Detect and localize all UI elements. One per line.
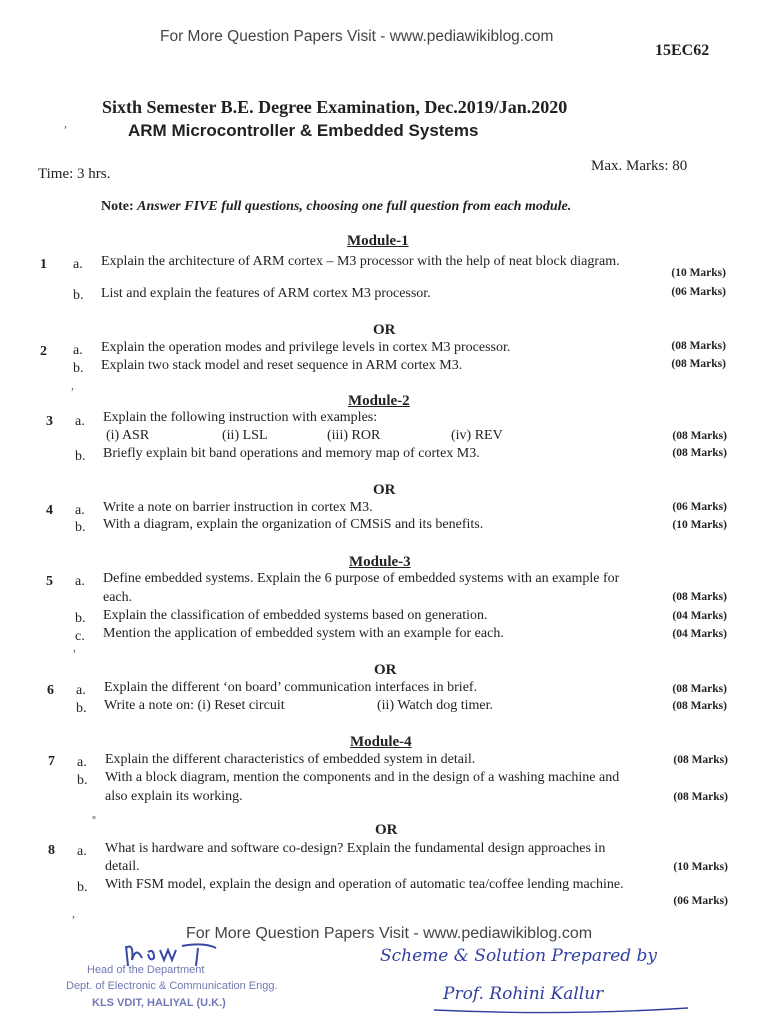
stamp-line-2: Dept. of Electronic & Communication Engg. bbox=[66, 980, 278, 992]
stray-mark: , bbox=[64, 116, 67, 130]
subject-title: ARM Microcontroller & Embedded Systems bbox=[128, 121, 479, 140]
question-text: Briefly explain bit band operations and memory map of cortex M3. bbox=[103, 446, 480, 461]
sub-label: c. bbox=[75, 629, 85, 644]
sub-label: a. bbox=[73, 343, 83, 358]
sub-label: b. bbox=[75, 449, 86, 464]
question-text: Explain the operation modes and privilege levels in cortex M3 processor. bbox=[101, 340, 511, 355]
question-text: Write a note on: (i) Reset circuit bbox=[104, 698, 285, 713]
sub-label: a. bbox=[75, 574, 85, 589]
question-text-continued: detail. bbox=[105, 859, 140, 874]
sub-label: b. bbox=[73, 288, 84, 303]
marks: (08 Marks) bbox=[672, 591, 727, 603]
question-text-continued: also explain its working. bbox=[105, 789, 243, 804]
instructions-note bbox=[101, 199, 571, 215]
sub-label: a. bbox=[76, 683, 86, 698]
or-separator: OR bbox=[373, 322, 396, 338]
stray-mark: , bbox=[72, 906, 75, 920]
marks: (10 Marks) bbox=[673, 861, 728, 873]
sub-label: a. bbox=[77, 844, 87, 859]
marks: (08 Marks) bbox=[671, 340, 726, 352]
marks: (08 Marks) bbox=[672, 683, 727, 695]
sub-label: a. bbox=[73, 257, 83, 272]
stray-mark: ▪ bbox=[92, 810, 97, 824]
underline-icon bbox=[432, 1006, 692, 1016]
option-ror: (iii) ROR bbox=[327, 428, 381, 443]
module-4-heading: Module-4 bbox=[350, 734, 412, 750]
question-number: 1 bbox=[40, 257, 47, 272]
note-label: Note: bbox=[101, 199, 134, 214]
question-number: 7 bbox=[48, 754, 55, 769]
question-text: Explain two stack model and reset sequence in ARM cortex M3. bbox=[101, 358, 463, 373]
stamp-line-3: KLS VDIT, HALIYAL (U.K.) bbox=[92, 997, 226, 1009]
question-text: Explain the classification of embedded systems based on generation. bbox=[103, 608, 488, 623]
question-text: What is hardware and software co-design? Explain the fundamental design approaches in bbox=[105, 841, 606, 856]
marks: (08 Marks) bbox=[672, 447, 727, 459]
question-number: 2 bbox=[40, 344, 47, 359]
stray-mark: , bbox=[73, 640, 76, 654]
marks: (10 Marks) bbox=[672, 519, 727, 531]
bottom-banner: For More Question Papers Visit - www.pediawikiblog.com bbox=[186, 925, 593, 942]
sub-label: b. bbox=[77, 773, 88, 788]
sub-label: b. bbox=[75, 611, 86, 626]
or-separator: OR bbox=[374, 662, 397, 678]
marks: (08 Marks) bbox=[672, 430, 727, 442]
question-text: Mention the application of embedded system with an example for each. bbox=[103, 626, 504, 641]
question-number: 6 bbox=[47, 683, 54, 698]
marks: (04 Marks) bbox=[672, 628, 727, 640]
stray-mark: , bbox=[71, 378, 74, 392]
sub-label: b. bbox=[75, 520, 86, 535]
option-rev: (iv) REV bbox=[451, 428, 503, 443]
note-text: Answer FIVE full questions, choosing one full question from each module. bbox=[137, 199, 572, 214]
module-3-heading: Module-3 bbox=[349, 554, 411, 570]
exam-duration: Time: 3 hrs. bbox=[38, 166, 111, 182]
question-number: 5 bbox=[46, 574, 53, 589]
marks: (10 Marks) bbox=[671, 267, 726, 279]
module-2-heading: Module-2 bbox=[348, 393, 410, 409]
question-text: Write a note on barrier instruction in cortex M3. bbox=[103, 500, 373, 515]
max-marks: Max. Marks: 80 bbox=[591, 158, 688, 174]
question-text: Explain the architecture of ARM cortex – M3 processor with the help of neat block diagram. bbox=[101, 254, 620, 269]
question-text: With a diagram, explain the organization of CMSiS and its benefits. bbox=[103, 517, 484, 532]
marks: (06 Marks) bbox=[671, 286, 726, 298]
marks: (06 Marks) bbox=[672, 501, 727, 513]
question-text-part-ii: (ii) Watch dog timer. bbox=[377, 698, 494, 713]
marks: (08 Marks) bbox=[673, 754, 728, 766]
sub-label: b. bbox=[77, 880, 88, 895]
sub-label: a. bbox=[75, 414, 85, 429]
handwritten-author: Prof. Rohini Kallur bbox=[443, 984, 604, 1004]
option-asr: (i) ASR bbox=[106, 428, 150, 443]
question-number: 3 bbox=[46, 414, 53, 429]
marks: (04 Marks) bbox=[672, 610, 727, 622]
marks: (08 Marks) bbox=[673, 791, 728, 803]
or-separator: OR bbox=[373, 482, 396, 498]
top-banner: For More Question Papers Visit - www.pediawikiblog.com bbox=[160, 28, 554, 45]
handwritten-note: Scheme & Solution Prepared by bbox=[380, 946, 658, 966]
exam-title: Sixth Semester B.E. Degree Examination, Dec.2019/Jan.2020 bbox=[102, 97, 568, 117]
question-text: Define embedded systems. Explain the 6 purpose of embedded systems with an example for bbox=[103, 571, 620, 586]
question-number: 4 bbox=[46, 503, 53, 518]
sub-label: b. bbox=[73, 361, 84, 376]
question-text: Explain the different characteristics of embedded system in detail. bbox=[105, 752, 476, 767]
marks: (08 Marks) bbox=[672, 700, 727, 712]
sub-label: a. bbox=[77, 755, 87, 770]
question-text: Explain the different ‘on board’ communication interfaces in brief. bbox=[104, 680, 478, 695]
question-text-continued: each. bbox=[103, 590, 133, 605]
module-1-heading: Module-1 bbox=[347, 233, 409, 249]
sub-label: b. bbox=[76, 701, 87, 716]
question-text: With a block diagram, mention the components and in the design of a washing machine and bbox=[105, 770, 620, 785]
or-separator: OR bbox=[375, 822, 398, 838]
question-text: Explain the following instruction with examples: bbox=[103, 410, 378, 425]
marks: (06 Marks) bbox=[673, 895, 728, 907]
sub-label: a. bbox=[75, 503, 85, 518]
marks: (08 Marks) bbox=[671, 358, 726, 370]
option-lsl: (ii) LSL bbox=[222, 428, 268, 443]
question-text: List and explain the features of ARM cortex M3 processor. bbox=[101, 286, 431, 301]
question-text: With FSM model, explain the design and operation of automatic tea/coffee lending machine. bbox=[105, 877, 624, 892]
subject-code: 15EC62 bbox=[655, 42, 710, 59]
question-number: 8 bbox=[48, 843, 55, 858]
stamp-line-1: Head of the Department bbox=[87, 964, 205, 976]
